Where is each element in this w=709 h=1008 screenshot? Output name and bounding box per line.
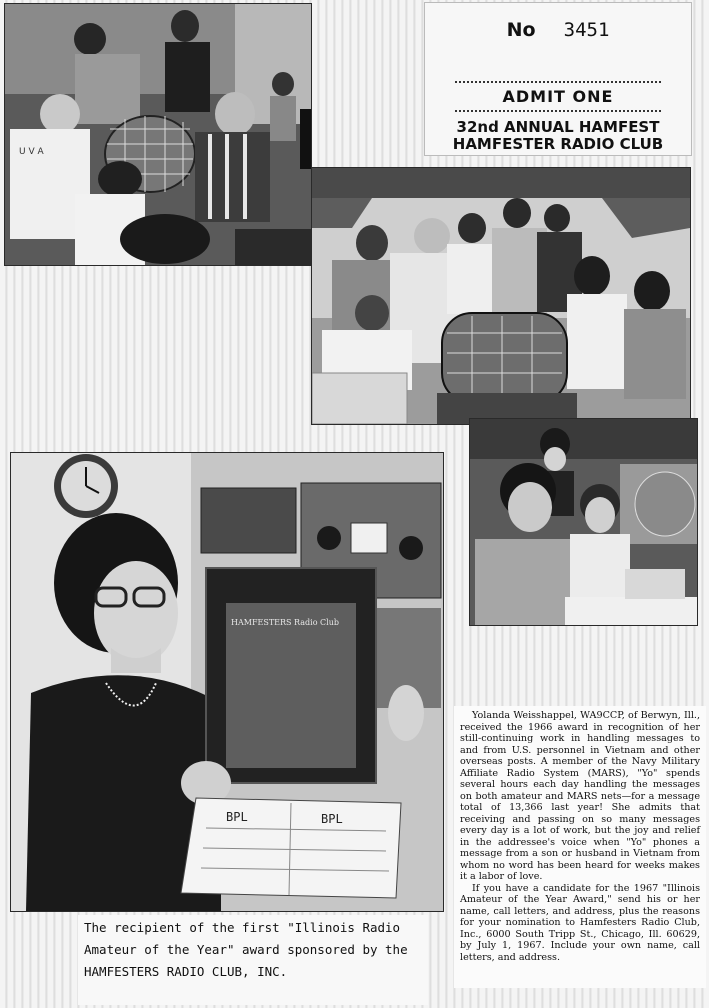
cap-text: U V A [19,147,44,157]
article-paragraph: Yolanda Weisshappel, WA9CCP, of Berwyn, Ill., received the 1966 award in recognition of her still-continuing work in handling messages to and from U.S. personnel in Vietnam and other overseas posts. A member of the Navy Military Affiliate Radio System (MARS), "Yo" spends several hours each day handling the messages on both amateur and MARS nets—for a message total of 13,366 last year! She admits that receiving and passing on so many messages every day is a lot of work, but the joy and relief in the addressee's voice when "Yo" phones a message from a son or husband in Vietnam from whom no word has been heard for weeks makes it a labor of love. [460,710,700,882]
article-paragraph: If you have a candidate for the 1967 "Illinois Amateur of the Year Award," send his or her name, call letters, and address, plus the reasons for your nomination to Hamfesters Radio Club, Inc., 6000 South Tripp St., Chicago, Ill. 60629, by July 1, 1967. Include your own name, call letters, and address. [460,882,700,963]
photo-shelter-drawing [311,167,691,425]
article-clipping [454,706,706,988]
ticket-divider [455,81,661,83]
ticket-club-name: HAMFESTER RADIO CLUB [452,135,664,153]
photo-caption: The recipient of the first "Illinois Radio Amateur of the Year" award sponsored by the HAMFESTERS RADIO CLUB, INC. [78,915,428,1005]
logbook-right-label: BPL [321,812,343,826]
ticket-number-row [425,19,691,41]
photo-two-women-table [469,418,698,626]
logbook-left-label: BPL [226,810,248,824]
plaque-plate-text: HAMFESTERS Radio Club [231,618,340,627]
ticket-number-label: No [506,19,536,41]
ticket-event-title: 32nd ANNUAL HAMFEST [456,118,660,136]
ticket-divider [455,110,661,112]
ticket-admit-text: ADMIT ONE [502,87,614,106]
admission-ticket [424,2,692,156]
photo-raffle-drawing [4,3,312,266]
ticket-number: 3451 [563,19,610,41]
photo-award-plaque [10,452,444,912]
